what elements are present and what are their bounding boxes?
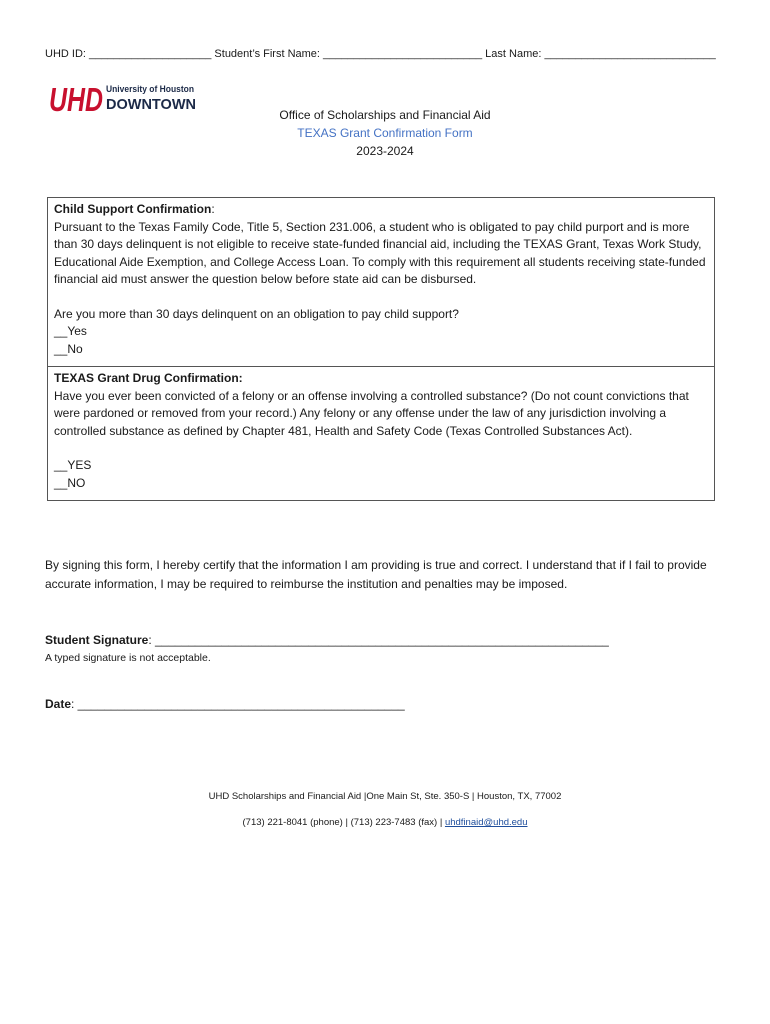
signature-note: A typed signature is not acceptable. — [45, 652, 211, 664]
form-header — [0, 106, 770, 160]
child-support-heading-colon: : — [211, 202, 215, 216]
drug-text: Have you ever been convicted of a felony or an offense involving a controlled substance? (Do not count convictions that were pardoned or removed from your record.) Any felony or any offense under the law of any jurisdiction involving a controlled substance as defined by Chapter 481, Health and Safety Code (Texas Controlled Substances Act). — [54, 388, 689, 438]
date-field[interactable]: : _________________________________________________ — [71, 697, 405, 711]
uhd-id-field[interactable]: UHD ID: ____________________ — [45, 48, 212, 60]
footer-contact — [0, 810, 770, 836]
signature-row — [45, 633, 609, 647]
academic-year: 2023-2024 — [356, 144, 414, 158]
child-support-heading: Child Support Confirmation — [54, 202, 212, 216]
footer — [0, 784, 770, 836]
certification-statement: By signing this form, I hereby certify that the information I am providing is true and correct. I understand that if I fail to provide accurate information, I may be required to reimburse the institution and penalties may be imposed. — [45, 558, 707, 591]
last-name-field[interactable]: Last Name: ____________________________ — [485, 48, 716, 60]
drug-heading: TEXAS Grant Drug Confirmation: — [54, 371, 243, 385]
office-name: Office of Scholarships and Financial Aid — [279, 108, 491, 122]
logo-downtown-text: DOWNTOWN — [106, 96, 196, 113]
drug-no-option[interactable]: __NO — [54, 475, 86, 490]
child-support-no-option[interactable]: __No — [54, 341, 83, 356]
logo-university-text: University of Houston — [106, 84, 195, 95]
drug-conviction-section — [48, 366, 714, 500]
student-info-line — [45, 48, 745, 60]
date-row — [45, 697, 405, 711]
date-label: Date — [45, 697, 72, 711]
form-title: TEXAS Grant Confirmation Form — [297, 126, 473, 140]
child-support-text: Pursuant to the Texas Family Code, Title 5, Section 231.006, a student who is obligated to pay child purport and is more than 30 days delinquent is not eligible to receive state-funded financial aid, including the TEXAS Grant, Texas Work Study, Educational Aide Exemption, and College Access Loan. To comply with this requirement all students receiving state-funded financial aid must answer the question below before state aid can be disbursed. — [54, 219, 706, 286]
child-support-question: Are you more than 30 days delinquent on an obligation to pay child support? — [54, 306, 459, 321]
footer-address: UHD Scholarships and Financial Aid |One Main St, Ste. 350-S | Houston, TX, 77002 — [208, 791, 562, 802]
first-name-field[interactable]: Student’s First Name: __________________________ — [214, 48, 483, 60]
email-link[interactable]: uhdfinaid@uhd.edu — [444, 817, 528, 828]
signature-label: Student Signature — [45, 633, 149, 647]
logo-mark: UHD — [49, 82, 103, 114]
footer-phones: (713) 221-8041 (phone) | (713) 223-7483 (fax) | — [242, 817, 445, 828]
confirmation-table — [47, 197, 715, 501]
drug-yes-option[interactable]: __YES — [54, 458, 92, 472]
child-support-yes-option[interactable]: __Yes — [54, 324, 87, 338]
signature-field[interactable]: : ____________________________________________________________________ — [148, 633, 609, 647]
child-support-section — [48, 198, 714, 366]
